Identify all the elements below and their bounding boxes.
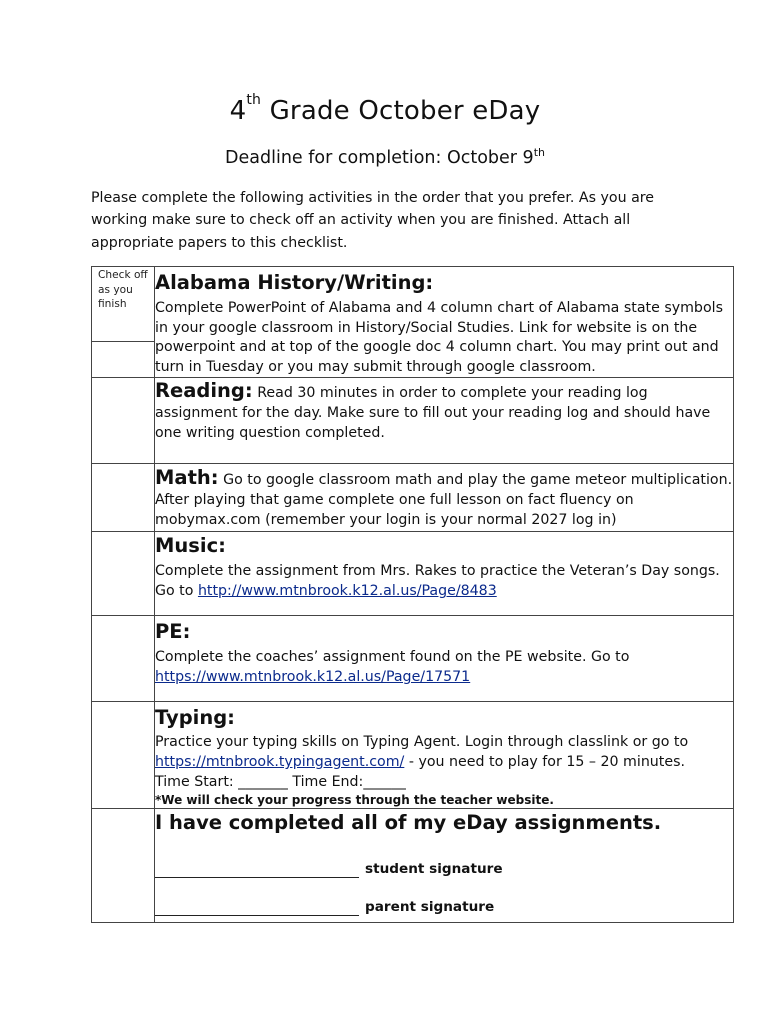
activity-title-pe: PE:	[155, 620, 191, 644]
checkbox-cell-alabama[interactable]	[92, 342, 154, 373]
activity-title-typing: Typing:	[155, 706, 235, 730]
activity-title-music: Music:	[155, 534, 226, 558]
parent-signature-row	[155, 898, 733, 916]
typing-agent-link[interactable]: https://mtnbrook.typingagent.com/	[155, 753, 405, 770]
activity-text-reading: Read 30 minutes in order to complete your reading log assignment for the day. Make sure to fill out your reading log and should have one writing question completed.	[155, 385, 711, 441]
completion-statement: I have completed all of my eDay assignments.	[155, 811, 662, 835]
music-page-link[interactable]: http://www.mtnbrook.k12.al.us/Page/8483	[197, 582, 497, 599]
activity-title-reading: Reading:	[155, 379, 253, 403]
table-row-pe	[92, 616, 734, 702]
student-signature-line[interactable]	[155, 863, 359, 878]
table-row-music	[92, 532, 734, 616]
activity-cell-typing	[155, 702, 734, 809]
typing-time-fields: Time Start: _______ Time End:______	[155, 773, 406, 790]
table-row-alabama	[92, 267, 734, 378]
typing-progress-note: *We will check your progress through the teacher website.	[155, 793, 554, 808]
activity-title-alabama: Alabama History/Writing:	[155, 271, 434, 294]
student-signature-row	[155, 860, 733, 878]
checkbox-cell-math[interactable]	[92, 464, 155, 532]
table-row-completion	[92, 809, 734, 923]
checkbox-cell-music[interactable]	[92, 532, 155, 616]
activity-title-math: Math:	[155, 466, 219, 490]
instructions-paragraph: Please complete the following activities in the order that you prefer. As you are working make sure to check off an activity when you are finished. Attach all appropriate papers to this checklist.	[91, 190, 655, 251]
checkbox-cell-reading[interactable]	[92, 378, 155, 464]
activity-text-math: Go to google classroom math and play the game meteor multiplication. After playing that game complete one full lesson on fact fluency on mobymax.com (remember your login is your normal 2027 log in)	[155, 472, 733, 528]
parent-signature-label: parent signature	[365, 899, 495, 916]
student-signature-label: student signature	[365, 861, 503, 878]
table-row-reading	[92, 378, 734, 464]
checkbox-cell-completion[interactable]	[92, 809, 155, 923]
activity-cell-pe	[155, 616, 734, 702]
activity-checklist-table	[91, 266, 734, 923]
activity-cell-music	[155, 532, 734, 616]
activity-text-typing-after: - you need to play for 15 – 20 minutes.	[404, 753, 685, 770]
checkbox-cell-pe[interactable]	[92, 616, 155, 702]
table-row-math	[92, 464, 734, 532]
activity-text-music: Complete the assignment from Mrs. Rakes to practice the Veteran’s Day songs. Go to	[155, 563, 720, 599]
activity-text-alabama: Complete PowerPoint of Alabama and 4 column chart of Alabama state symbols in your google classroom in History/Social Studies. Link for website is on the powerpoint and at top of the google doc 4 column chart. You may print out and turn in Tuesday or you may submit through google classroom.	[155, 300, 723, 375]
check-column-cell	[92, 267, 155, 378]
check-column-header: Check off as you finish	[98, 269, 148, 310]
activity-text-typing: Practice your typing skills on Typing Agent. Login through classlink or go to	[155, 734, 689, 751]
activity-cell-alabama	[155, 267, 734, 378]
page-title: 4th Grade October eDay	[229, 92, 541, 126]
deadline-subtitle: Deadline for completion: October 9th	[225, 146, 545, 168]
activity-cell-reading	[155, 378, 734, 464]
activity-cell-completion	[155, 809, 734, 923]
checkbox-cell-typing[interactable]	[92, 702, 155, 809]
parent-signature-line[interactable]	[155, 901, 359, 916]
table-row-typing	[92, 702, 734, 809]
pe-page-link[interactable]: https://www.mtnbrook.k12.al.us/Page/17571	[155, 668, 471, 685]
activity-text-pe: Complete the coaches’ assignment found on the PE website. Go to	[155, 649, 630, 666]
activity-cell-math	[155, 464, 734, 532]
